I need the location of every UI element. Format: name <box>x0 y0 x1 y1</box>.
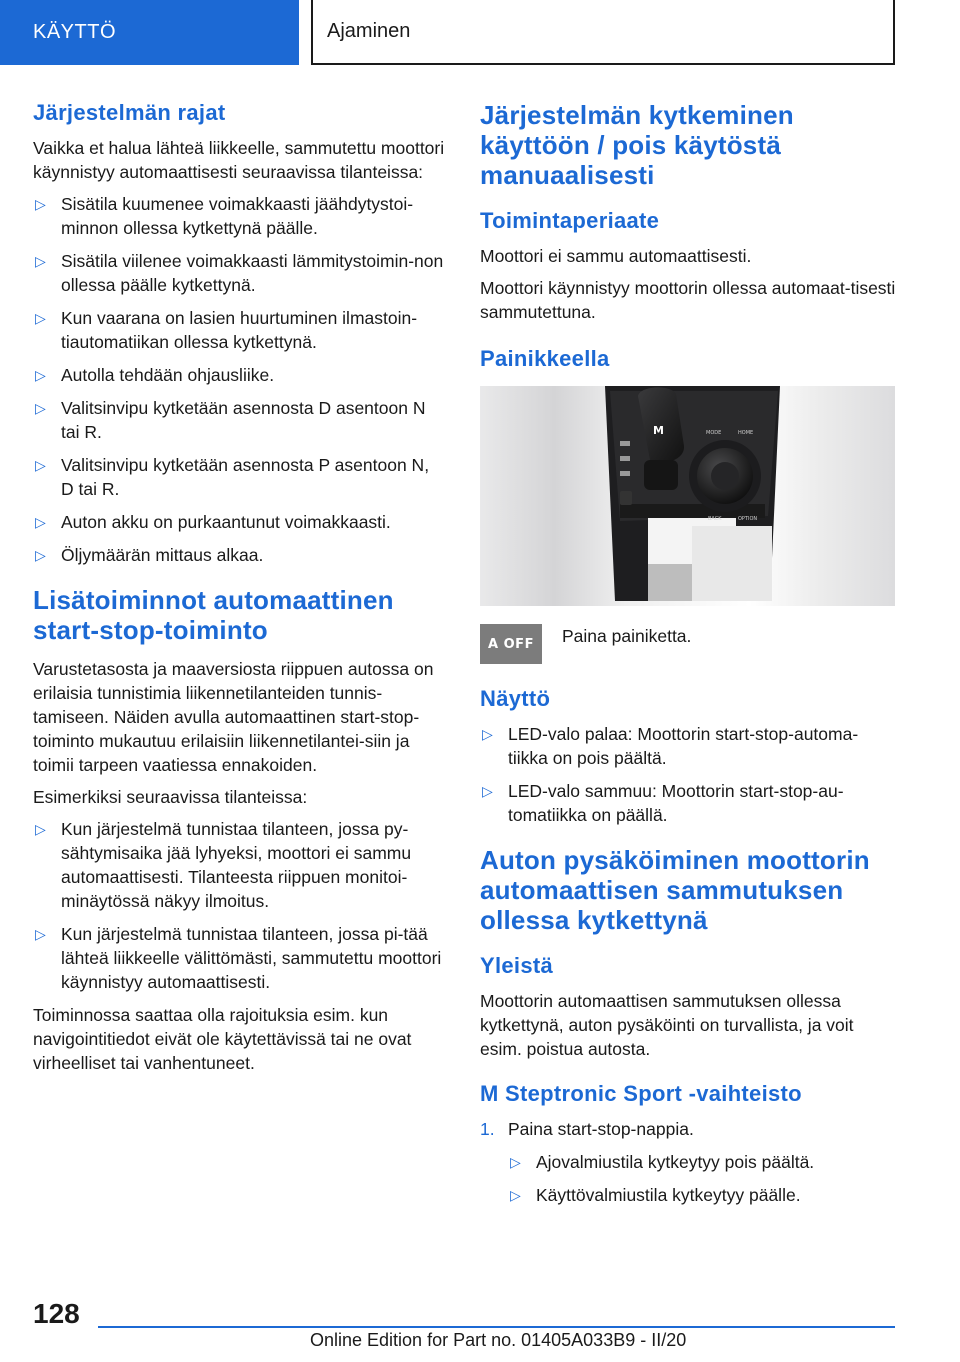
general-heading: Yleistä <box>480 953 554 978</box>
steps-list <box>480 1117 898 1207</box>
press-button-row <box>480 624 898 664</box>
footer-divider <box>98 1326 895 1328</box>
right-column <box>480 100 898 1216</box>
bullet-triangle-icon: ▷ <box>35 196 46 212</box>
section-tab: KÄYTTÖ <box>0 0 299 65</box>
list-item: ▷ Auton akku on purkaantunut voimakkaasti. <box>35 512 391 532</box>
bullet-triangle-icon: ▷ <box>35 457 46 473</box>
list-item: ▷ Sisätila kuumenee voimakkaasti jäähdytystoi-minnon ollessa kytkettynä päälle. <box>35 194 414 238</box>
extra-paragraph: Varustetasosta ja maaversiosta riippuen autossa on erilaisia tunnistimia liikennetilanteiden tunnis-tamiseen. Näiden avulla automaattinen start-stop-toiminto mukautuu erilaisiin liikennetilantei-siin ja toimii tarpeen vaatiessa ennakoiden. <box>33 659 434 775</box>
list-item: ▷ Ajovalmiustila kytkeytyy pois päältä. <box>510 1152 815 1172</box>
bullet-triangle-icon: ▷ <box>35 821 46 837</box>
limits-heading: Järjestelmän rajat <box>33 100 226 125</box>
limits-list <box>33 192 445 567</box>
list-item: ▷ Kun järjestelmä tunnistaa tilanteen, jossa py-sähtymisaika jää lyhyeksi, moottori ei sammu automaattisesti. Tilanteesta riippuen monitoi-minäytössä näkyy ilmoitus. <box>35 819 412 911</box>
examples-intro: Esimerkiksi seuraavissa tilanteissa: <box>33 787 308 807</box>
list-item: ▷ Kun vaarana on lasien huurtuminen ilmastoin-tiautomatiikan ollessa kytkettynä. <box>35 308 418 352</box>
parking-heading: Auton pysäköiminen moottorin automaattisen sammutuksen ollessa kytkettynä <box>480 845 870 935</box>
limitations-paragraph: Toiminnossa saattaa olla rajoituksia esim. kun navigointitiedot eivät ole käytettävissä tai ne ovat virheelliset tai vanhentuneet. <box>33 1005 412 1073</box>
list-item: ▷ Valitsinvipu kytketään asennosta D asentoon N tai R. <box>35 398 426 442</box>
m-logo: M <box>653 424 664 437</box>
console-label-home: HOME <box>738 430 754 436</box>
footer-edition: Online Edition for Part no. 01405A033B9 - II/20 <box>310 1330 687 1350</box>
bullet-triangle-icon: ▷ <box>35 514 46 530</box>
list-item: ▷ Kun järjestelmä tunnistaa tilanteen, jossa pi-tää lähteä liikkeelle välittömästi, sammutettu moottori käynnistyy automaattisesti. <box>35 924 442 992</box>
toggle-system-heading: Järjestelmän kytkeminen käyttöön / pois käytöstä manuaalisesti <box>480 100 794 190</box>
left-column <box>33 100 445 1083</box>
list-item: ▷ Käyttövalmiustila kytkeytyy päälle. <box>510 1185 801 1205</box>
list-item: ▷ Öljymäärän mittaus alkaa. <box>35 545 264 565</box>
bullet-triangle-icon: ▷ <box>35 310 46 326</box>
list-item: ▷ Sisätila viilenee voimakkaasti lämmitystoimin-non ollessa päälle kytkettynä. <box>35 251 444 295</box>
center-console-illustration <box>480 386 895 606</box>
list-item: ▷ Valitsinvipu kytketään asennosta P asentoon N, D tai R. <box>35 455 430 499</box>
display-heading: Näyttö <box>480 686 551 711</box>
console-label-mode: MODE <box>706 430 722 436</box>
extra-functions-heading: Lisätoiminnot automaattinen start-stop-toiminto <box>33 585 394 645</box>
chapter-title: Ajaminen <box>311 0 895 65</box>
step-number: 1. <box>480 1119 495 1139</box>
bullet-triangle-icon: ▷ <box>35 547 46 563</box>
bullet-triangle-icon: ▷ <box>510 1154 521 1170</box>
button-heading: Painikkeella <box>480 346 610 371</box>
bullet-triangle-icon: ▷ <box>35 400 46 416</box>
display-list <box>480 722 898 827</box>
step-text: Paina start-stop-nappia. <box>508 1119 694 1139</box>
limits-intro: Vaikka et halua lähteä liikkeelle, sammutettu moottori käynnistyy automaattisesti seuraavissa tilanteissa: <box>33 138 445 182</box>
examples-list <box>33 817 445 994</box>
principle-paragraph-2: Moottori käynnistyy moottorin ollessa automaat-tisesti sammutettuna. <box>480 278 896 322</box>
auto-start-stop-off-icon: A OFF <box>480 624 542 664</box>
step-item <box>480 1117 898 1207</box>
press-button-text: Paina painiketta. <box>562 626 692 646</box>
bullet-triangle-icon: ▷ <box>35 367 46 383</box>
console-label-back: BACK <box>708 516 722 522</box>
principle-paragraph-1: Moottori ei sammu automaattisesti. <box>480 246 752 266</box>
list-item: ▷ LED-valo sammuu: Moottorin start-stop-au-tomatiikka on päällä. <box>482 781 844 825</box>
list-item: ▷ LED-valo palaa: Moottorin start-stop-automa-tiikka on pois päältä. <box>482 724 859 768</box>
console-label-option: OPTION <box>738 516 758 522</box>
bullet-triangle-icon: ▷ <box>482 783 493 799</box>
bullet-triangle-icon: ▷ <box>482 726 493 742</box>
steptronic-heading: M Steptronic Sport -vaihteisto <box>480 1081 802 1106</box>
center-console-photo <box>480 386 895 606</box>
step-sub-list <box>508 1150 898 1207</box>
bullet-triangle-icon: ▷ <box>35 253 46 269</box>
list-item: ▷ Autolla tehdään ohjausliike. <box>35 365 275 385</box>
page-number: 128 <box>33 1298 80 1329</box>
bullet-triangle-icon: ▷ <box>35 926 46 942</box>
general-paragraph: Moottorin automaattisen sammutuksen ollessa kytkettynä, auton pysäköinti on turvallista, ja voit esim. poistua autosta. <box>480 991 854 1059</box>
principle-heading: Toimintaperiaate <box>480 208 660 233</box>
bullet-triangle-icon: ▷ <box>510 1187 521 1203</box>
